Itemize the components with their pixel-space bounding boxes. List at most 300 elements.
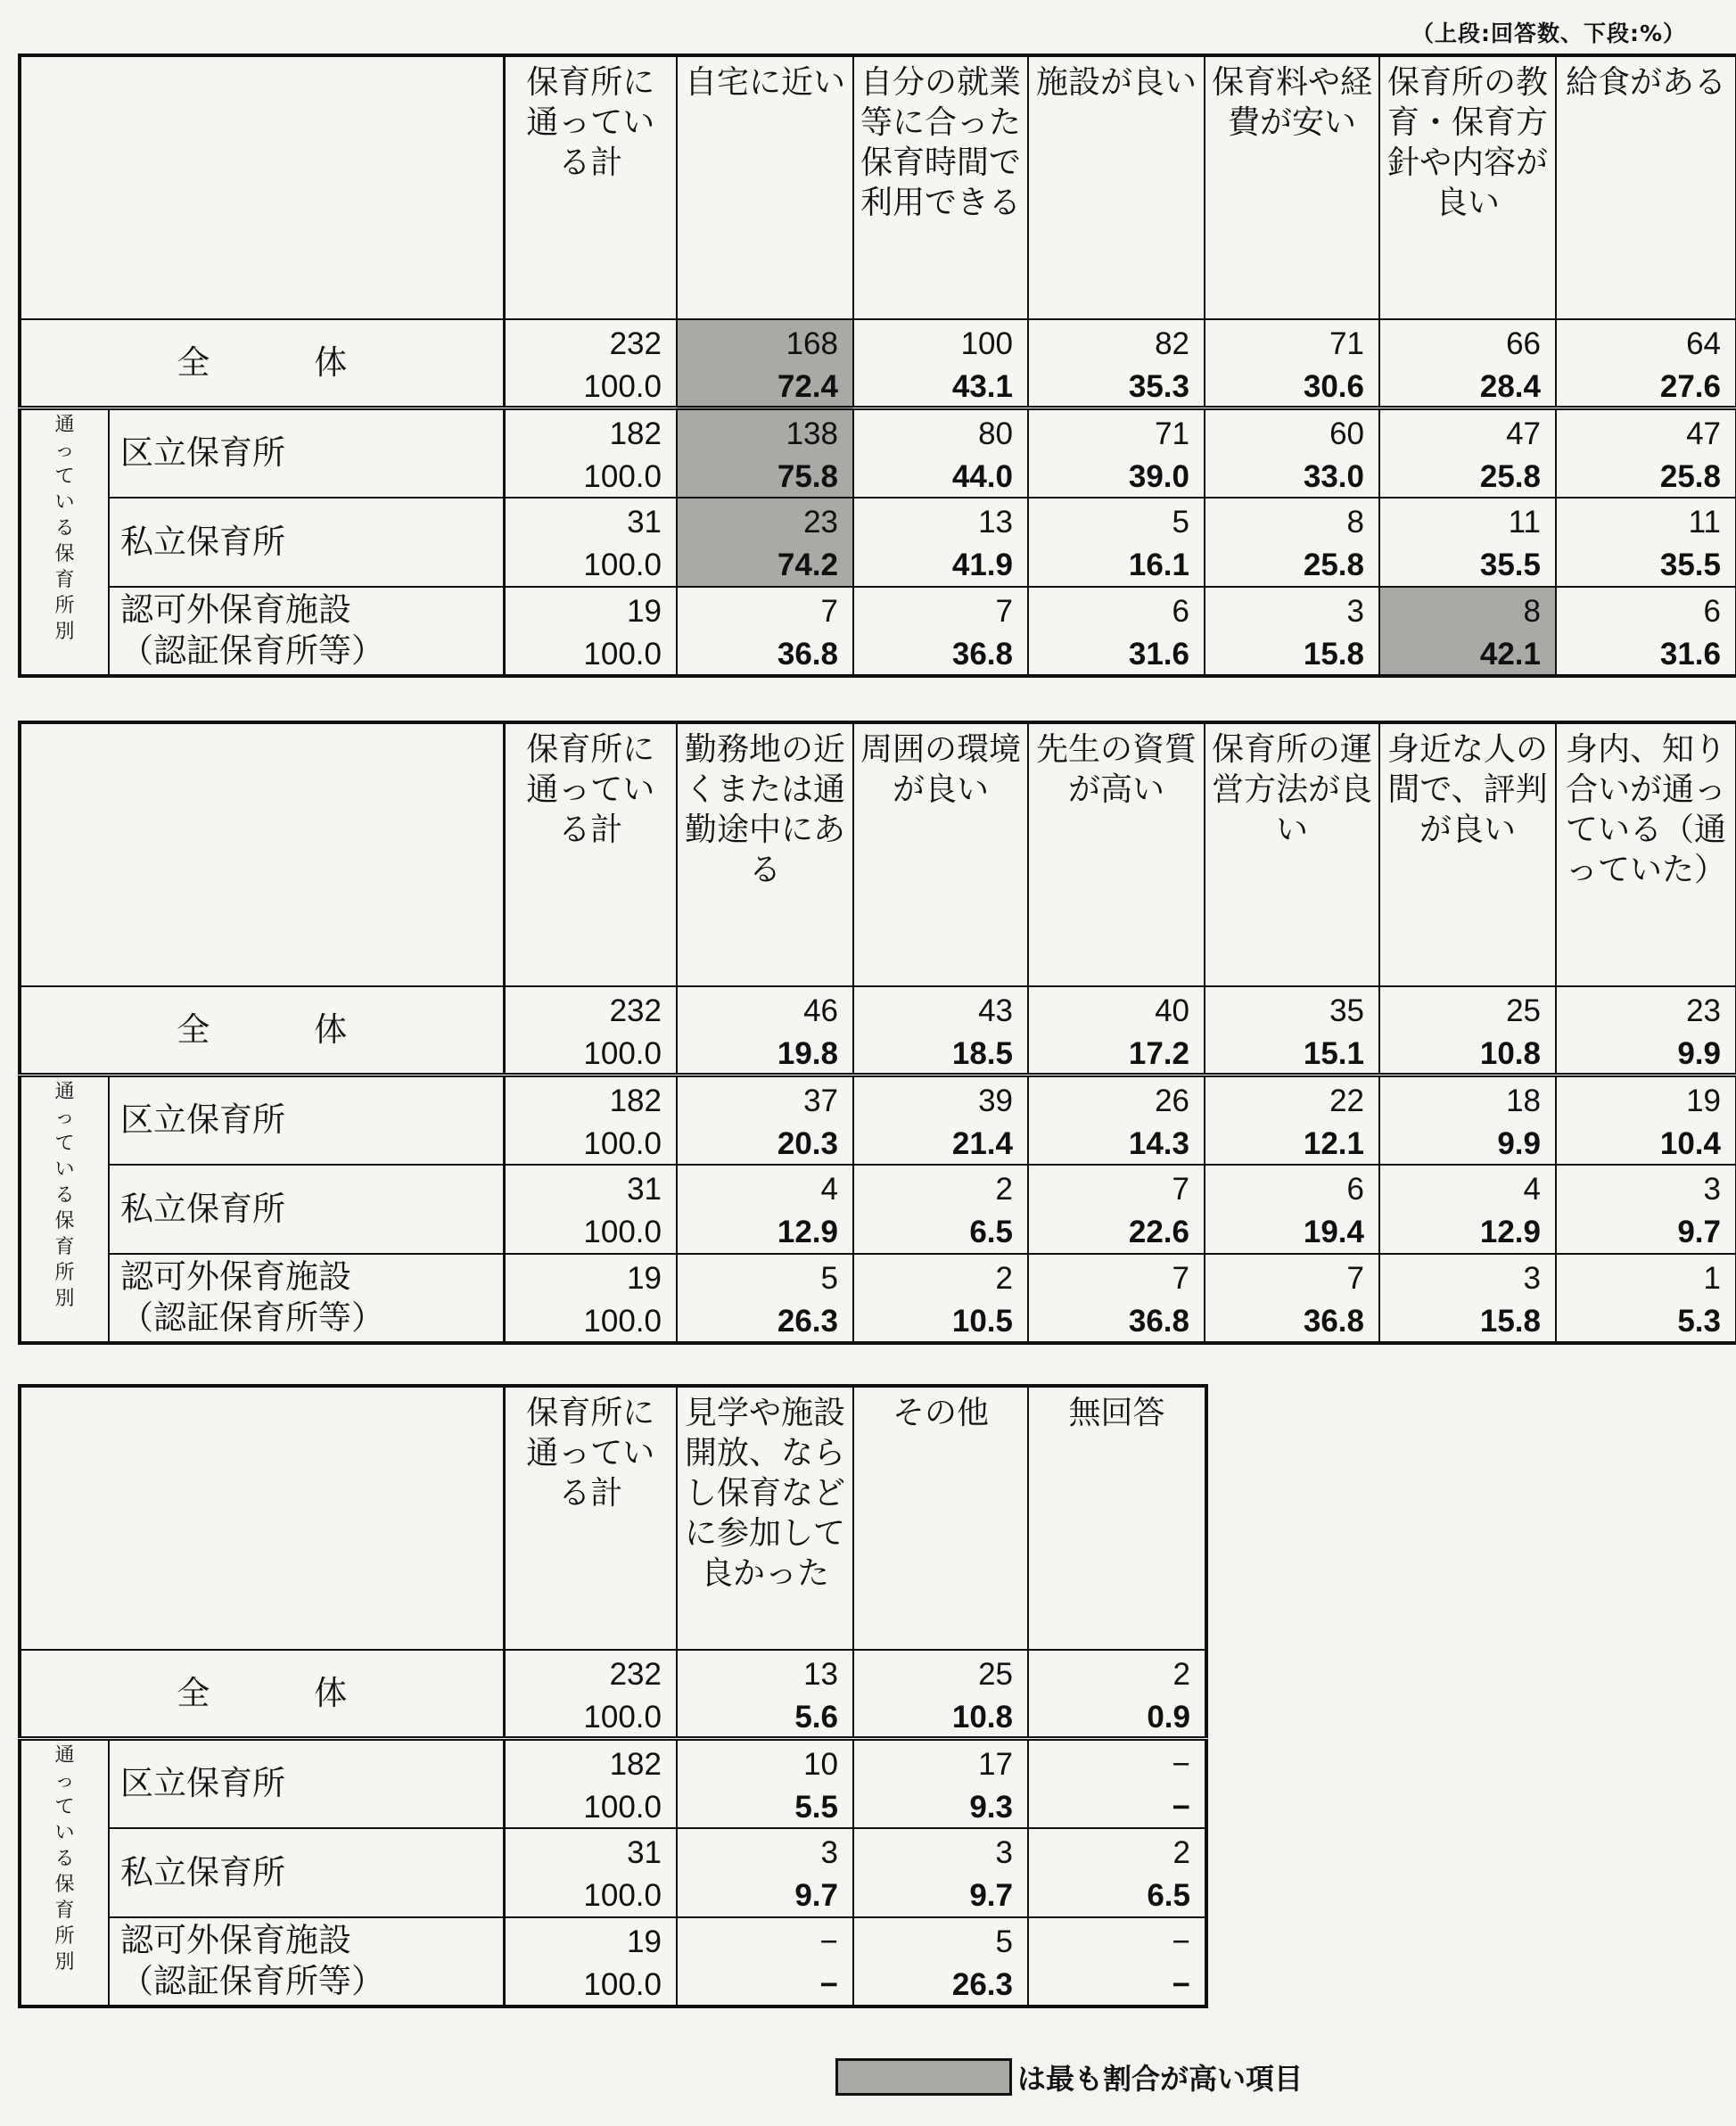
data-cell	[1028, 498, 1205, 587]
count-value: 232	[609, 326, 662, 361]
side-label	[20, 1739, 109, 2007]
column-header: その他	[853, 1386, 1028, 1650]
count-value: 17	[978, 1747, 1013, 1782]
data-cell	[1028, 1075, 1205, 1165]
side-label-char: い	[54, 1158, 75, 1181]
count-value: 138	[786, 416, 838, 451]
data-cell	[1379, 986, 1556, 1075]
percent-value: 25.8	[1659, 459, 1721, 494]
percent-value: 9.7	[1677, 1214, 1721, 1249]
percent-value: 6.5	[1147, 1877, 1190, 1913]
count-value: 25	[1506, 993, 1541, 1028]
percent-value: 25.8	[1479, 459, 1541, 494]
row-unlicensed	[20, 587, 1736, 676]
percent-value: 36.8	[1303, 1303, 1364, 1339]
percent-value: 31.6	[1659, 636, 1721, 672]
percent-value: 100.0	[583, 636, 662, 672]
percent-value: 12.1	[1303, 1126, 1364, 1161]
legend-text: は最も割合が高い項目	[1017, 2062, 1304, 2096]
column-header: 無回答	[1028, 1386, 1206, 1650]
column-header: 保育所に通っている計	[504, 722, 677, 986]
percent-value: 10.8	[951, 1700, 1013, 1735]
percent-value: 26.3	[951, 1966, 1013, 2002]
count-value: 182	[609, 416, 662, 451]
count-value: 19	[627, 1260, 662, 1296]
count-value: 60	[1329, 416, 1364, 451]
count-value: 31	[627, 1171, 662, 1207]
data-cell	[504, 587, 677, 676]
percent-value: 19.4	[1303, 1214, 1364, 1249]
column-header: 自分の就業等に合った保育時間で利用できる	[853, 55, 1028, 319]
count-value: 40	[1155, 993, 1189, 1028]
side-label-char: る	[54, 1184, 75, 1207]
count-value: 23	[803, 504, 838, 540]
percent-value: 100.0	[583, 1036, 662, 1071]
percent-value: 42.1	[1479, 636, 1541, 672]
percent-value: 35.5	[1479, 547, 1541, 582]
percent-value: 14.3	[1128, 1126, 1189, 1161]
data-cell	[1205, 498, 1379, 587]
percent-value: 43.1	[951, 369, 1013, 404]
percent-value: 9.3	[969, 1790, 1013, 1825]
row-label-line: （認証保育所等）	[120, 1298, 384, 1337]
percent-value: 15.1	[1303, 1036, 1364, 1071]
count-value: 4	[820, 1171, 838, 1207]
percent-value: 35.3	[1128, 369, 1189, 404]
legend-swatch	[835, 2058, 1012, 2096]
count-value: 2	[1172, 1834, 1190, 1870]
data-cell	[1379, 1254, 1556, 1343]
row-label-line: 認可外保育施設	[120, 590, 351, 629]
percent-value: 44.0	[951, 459, 1013, 494]
count-value: 4	[1523, 1171, 1541, 1207]
percent-value: 41.9	[951, 547, 1013, 582]
data-cell	[853, 1739, 1028, 1828]
count-value: 80	[978, 416, 1013, 451]
percent-value: 26.3	[777, 1303, 838, 1339]
data-cell	[1028, 408, 1205, 498]
data-cell	[677, 1739, 853, 1828]
count-value: 6	[1172, 593, 1189, 629]
side-label-char: 保	[54, 1210, 75, 1232]
side-label-char: 別	[54, 621, 75, 643]
data-cell	[1556, 587, 1736, 676]
data-cell	[1379, 1165, 1556, 1254]
percent-value: 9.7	[969, 1877, 1013, 1913]
percent-value: 100.0	[583, 369, 662, 404]
column-header: 勤務地の近くまたは通勤途中にある	[677, 722, 853, 986]
survey-table-3	[18, 1384, 1208, 2008]
count-value: 47	[1686, 416, 1721, 451]
count-value: 3	[1346, 593, 1364, 629]
data-cell	[853, 319, 1028, 408]
side-label-char: 保	[54, 543, 75, 565]
count-value: 19	[627, 593, 662, 629]
data-cell	[853, 587, 1028, 676]
count-value: 39	[978, 1084, 1013, 1118]
data-cell	[1028, 587, 1205, 676]
count-value: 64	[1686, 326, 1721, 361]
row-private	[20, 498, 1736, 587]
data-cell	[1379, 319, 1556, 408]
data-cell-highlighted	[1379, 587, 1556, 676]
side-label-char: 所	[54, 1925, 75, 1948]
count-value: 18	[1506, 1084, 1541, 1118]
column-header: 身近な人の間で、評判が良い	[1379, 722, 1556, 986]
row-label-ward: 区立保育所	[109, 1075, 504, 1165]
count-value: 6	[1346, 1171, 1364, 1207]
data-cell	[1028, 319, 1205, 408]
column-header: 給食がある	[1556, 55, 1736, 319]
side-label-char: て	[54, 1796, 75, 1818]
data-cell	[504, 1075, 677, 1165]
data-cell	[853, 1075, 1028, 1165]
count-value: 11	[1688, 504, 1721, 540]
count-value: 8	[1523, 593, 1541, 629]
side-label-char: 通	[54, 414, 75, 436]
percent-value: 100.0	[583, 1700, 662, 1735]
data-cell	[1205, 587, 1379, 676]
unit-note: （上段:回答数、下段:%）	[1411, 21, 1686, 46]
header-row	[20, 55, 1736, 319]
row-label-ward: 区立保育所	[109, 408, 504, 498]
percent-value: 19.8	[777, 1036, 838, 1071]
count-value: 71	[1329, 326, 1364, 361]
percent-value: 72.4	[777, 369, 838, 404]
row-label-unlicensed	[109, 1254, 504, 1343]
column-header: 見学や施設開放、ならし保育などに参加して良かった	[677, 1386, 853, 1650]
percent-value: 12.9	[777, 1214, 838, 1249]
count-value: 3	[1703, 1171, 1721, 1207]
side-label-char: る	[54, 1848, 75, 1870]
percent-value: 100.0	[583, 1966, 662, 2002]
side-label-char: 通	[54, 1081, 75, 1103]
data-cell-highlighted	[677, 498, 853, 587]
data-cell	[504, 1650, 677, 1739]
percent-value: 28.4	[1479, 369, 1541, 404]
percent-value: 35.5	[1659, 547, 1721, 582]
header-row	[20, 722, 1736, 986]
percent-value: 21.4	[951, 1126, 1013, 1161]
row-all	[20, 1650, 1206, 1739]
count-value: −	[1172, 1924, 1190, 1959]
count-value: 13	[978, 504, 1013, 540]
count-value: 10	[803, 1747, 838, 1782]
data-cell	[1556, 1075, 1736, 1165]
side-label-char: て	[54, 1133, 75, 1155]
data-cell	[853, 1165, 1028, 1254]
row-label-all: 全 体	[20, 319, 504, 408]
data-cell-highlighted	[677, 319, 853, 408]
data-cell	[1028, 1165, 1205, 1254]
count-value: 182	[609, 1747, 662, 1782]
side-label-char: て	[54, 466, 75, 488]
data-cell	[853, 408, 1028, 498]
data-cell	[504, 1828, 677, 1917]
count-value: 6	[1703, 593, 1721, 629]
data-cell	[1028, 986, 1205, 1075]
percent-value: 5.3	[1677, 1303, 1721, 1339]
count-value: 2	[995, 1260, 1013, 1296]
data-cell	[677, 986, 853, 1075]
percent-value: 10.5	[951, 1303, 1013, 1339]
header-corner	[20, 55, 504, 319]
column-header: 保育料や経費が安い	[1205, 55, 1379, 319]
count-value: −	[1172, 1747, 1190, 1782]
percent-value: 36.8	[777, 636, 838, 672]
percent-value: 5.6	[794, 1700, 838, 1735]
column-header: 保育所に通っている計	[504, 1386, 677, 1650]
percent-value: 17.2	[1128, 1036, 1189, 1071]
row-private	[20, 1828, 1206, 1917]
count-value: 3	[1523, 1260, 1541, 1296]
side-label-char: い	[54, 491, 75, 514]
side-label	[20, 1075, 109, 1343]
row-label-unlicensed	[109, 587, 504, 676]
row-label-all: 全 体	[20, 986, 504, 1075]
count-value: 22	[1329, 1084, 1364, 1118]
data-cell	[1379, 408, 1556, 498]
count-value: 35	[1329, 993, 1364, 1028]
count-value: 7	[1346, 1260, 1364, 1296]
header-corner	[20, 1386, 504, 1650]
data-cell	[677, 1650, 853, 1739]
count-value: 46	[803, 993, 838, 1028]
data-cell	[1028, 1254, 1205, 1343]
data-cell	[677, 1828, 853, 1917]
count-value: 3	[995, 1834, 1013, 1870]
count-value: 71	[1155, 416, 1189, 451]
data-cell	[1556, 986, 1736, 1075]
percent-value: 9.9	[1677, 1036, 1721, 1071]
percent-value: 5.5	[794, 1790, 838, 1825]
data-cell	[1205, 1165, 1379, 1254]
count-value: −	[819, 1924, 838, 1959]
data-cell	[853, 1917, 1028, 2007]
count-value: 13	[803, 1657, 838, 1692]
percent-value: 100.0	[583, 1303, 662, 1339]
count-value: 7	[1172, 1260, 1189, 1296]
side-label-char: 育	[54, 1899, 75, 1922]
side-label-char: 所	[54, 595, 75, 617]
row-all	[20, 986, 1736, 1075]
count-value: 2	[1172, 1657, 1190, 1692]
header-corner	[20, 722, 504, 986]
survey-table-1	[18, 54, 1736, 678]
row-label-line: （認証保育所等）	[120, 1962, 384, 2000]
count-value: 100	[960, 326, 1013, 361]
data-cell	[677, 1165, 853, 1254]
percent-value: 12.9	[1479, 1214, 1541, 1249]
row-ward	[20, 1739, 1206, 1828]
count-value: 7	[995, 593, 1013, 629]
data-cell	[504, 1165, 677, 1254]
column-header: 保育所の運営方法が良い	[1205, 722, 1379, 986]
percent-value: 100.0	[583, 1877, 662, 1913]
data-cell-highlighted	[677, 408, 853, 498]
row-unlicensed	[20, 1917, 1206, 2007]
percent-value: 18.5	[951, 1036, 1013, 1071]
count-value: 66	[1506, 326, 1541, 361]
count-value: 3	[820, 1834, 838, 1870]
column-header: 保育所の教育・保育方針や内容が良い	[1379, 55, 1556, 319]
percent-value: 30.6	[1303, 369, 1364, 404]
percent-value: 16.1	[1128, 547, 1189, 582]
count-value: 19	[627, 1924, 662, 1959]
side-label-char: 別	[54, 1951, 75, 1974]
count-value: 7	[820, 593, 838, 629]
data-cell	[1556, 498, 1736, 587]
count-value: 26	[1155, 1084, 1189, 1118]
row-label-unlicensed	[109, 1917, 504, 2007]
data-cell	[504, 1254, 677, 1343]
percent-value: 22.6	[1128, 1214, 1189, 1249]
data-cell	[504, 1739, 677, 1828]
column-header: 先生の資質が高い	[1028, 722, 1205, 986]
side-label-char: い	[54, 1822, 75, 1844]
percent-value: 20.3	[777, 1126, 838, 1161]
percent-value: 15.8	[1479, 1303, 1541, 1339]
data-cell	[1028, 1828, 1206, 1917]
percent-value: 31.6	[1128, 636, 1189, 672]
row-label-private: 私立保育所	[109, 1828, 504, 1917]
count-value: 23	[1686, 993, 1721, 1028]
data-cell	[853, 1254, 1028, 1343]
count-value: 8	[1346, 504, 1364, 540]
percent-value: 25.8	[1303, 547, 1364, 582]
percent-value: −	[1172, 1790, 1190, 1825]
percent-value: 100.0	[583, 1214, 662, 1249]
count-value: 5	[995, 1924, 1013, 1959]
percent-value: 10.4	[1659, 1126, 1721, 1161]
row-label-ward: 区立保育所	[109, 1739, 504, 1828]
data-cell	[1205, 1075, 1379, 1165]
data-cell	[1028, 1917, 1206, 2007]
percent-value: −	[819, 1966, 838, 2002]
percent-value: 100.0	[583, 1126, 662, 1161]
side-label-char: 所	[54, 1262, 75, 1284]
data-cell	[1556, 1254, 1736, 1343]
row-all	[20, 319, 1736, 408]
row-label-line: 認可外保育施設	[120, 1921, 351, 1959]
percent-value: 36.8	[951, 636, 1013, 672]
count-value: 43	[978, 993, 1013, 1028]
percent-value: 100.0	[583, 547, 662, 582]
side-label-char: っ	[54, 1770, 75, 1792]
percent-value: 100.0	[583, 1790, 662, 1825]
percent-value: 100.0	[583, 459, 662, 494]
legend	[835, 2056, 1303, 2097]
data-cell	[1205, 986, 1379, 1075]
data-cell	[1556, 1165, 1736, 1254]
data-cell	[1028, 1650, 1206, 1739]
row-private	[20, 1165, 1736, 1254]
percent-value: 9.7	[794, 1877, 838, 1913]
data-cell	[1379, 498, 1556, 587]
percent-value: 9.9	[1497, 1126, 1541, 1161]
data-cell	[677, 1075, 853, 1165]
percent-value: 6.5	[969, 1214, 1013, 1249]
side-label-char: 保	[54, 1874, 75, 1896]
side-label-char: 通	[54, 1744, 75, 1767]
row-label-line: 認可外保育施設	[120, 1257, 351, 1296]
data-cell	[1028, 1739, 1206, 1828]
count-value: 232	[609, 993, 662, 1028]
side-label-char: っ	[54, 440, 75, 462]
row-label-line: （認証保育所等）	[120, 631, 384, 670]
row-label-private: 私立保育所	[109, 498, 504, 587]
count-value: 25	[978, 1657, 1013, 1692]
survey-table-2	[18, 721, 1736, 1345]
percent-value: −	[1172, 1966, 1190, 2002]
count-value: 5	[820, 1260, 838, 1296]
side-label-char: 別	[54, 1288, 75, 1310]
side-label-char: っ	[54, 1107, 75, 1129]
data-cell	[504, 986, 677, 1075]
row-label-private: 私立保育所	[109, 1165, 504, 1254]
percent-value: 0.9	[1147, 1700, 1190, 1735]
count-value: 182	[609, 1084, 662, 1118]
count-value: 232	[609, 1657, 662, 1692]
count-value: 11	[1508, 504, 1541, 540]
data-cell	[1556, 319, 1736, 408]
row-label-all: 全 体	[20, 1650, 504, 1739]
side-label-char: る	[54, 517, 75, 540]
percent-value: 39.0	[1128, 459, 1189, 494]
header-row	[20, 1386, 1206, 1650]
column-header: 自宅に近い	[677, 55, 853, 319]
column-header: 施設が良い	[1028, 55, 1205, 319]
data-cell	[504, 498, 677, 587]
data-cell	[677, 587, 853, 676]
row-ward	[20, 1075, 1736, 1165]
data-cell	[1205, 1254, 1379, 1343]
column-header: 身内、知り合いが通っている（通っていた）	[1556, 722, 1736, 986]
data-cell	[504, 408, 677, 498]
data-cell	[677, 1254, 853, 1343]
percent-value: 27.6	[1659, 369, 1721, 404]
side-label	[20, 408, 109, 676]
row-ward	[20, 408, 1736, 498]
percent-value: 33.0	[1303, 459, 1364, 494]
data-cell	[1556, 408, 1736, 498]
column-header: 保育所に通っている計	[504, 55, 677, 319]
data-cell	[853, 1650, 1028, 1739]
count-value: 5	[1172, 504, 1189, 540]
percent-value: 36.8	[1128, 1303, 1189, 1339]
row-unlicensed	[20, 1254, 1736, 1343]
percent-value: 10.8	[1479, 1036, 1541, 1071]
count-value: 1	[1703, 1260, 1721, 1296]
percent-value: 15.8	[1303, 636, 1364, 672]
count-value: 82	[1155, 326, 1189, 361]
data-cell	[853, 498, 1028, 587]
data-cell	[677, 1917, 853, 2007]
side-label-char: 育	[54, 569, 75, 591]
count-value: 2	[995, 1171, 1013, 1207]
count-value: 31	[627, 504, 662, 540]
count-value: 47	[1506, 416, 1541, 451]
percent-value: 75.8	[777, 459, 838, 494]
count-value: 168	[786, 326, 838, 361]
data-cell	[853, 986, 1028, 1075]
data-cell	[504, 319, 677, 408]
count-value: 7	[1172, 1171, 1189, 1207]
count-value: 31	[627, 1834, 662, 1870]
data-cell	[1379, 1075, 1556, 1165]
data-cell	[504, 1917, 677, 2007]
column-header: 周囲の環境が良い	[853, 722, 1028, 986]
